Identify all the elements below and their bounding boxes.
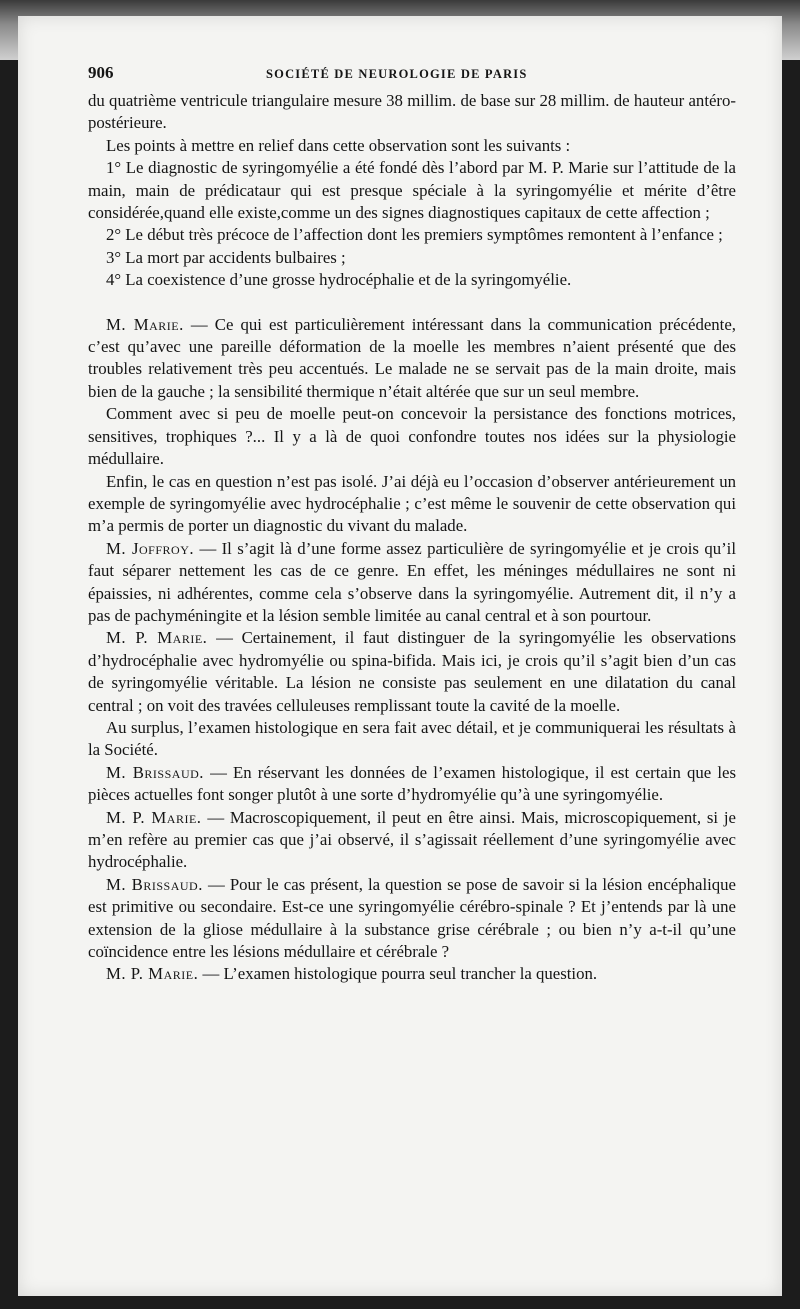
- remark-text: — En réservant les données de l’examen histologique, il est certain que les pièces actuelles font songer plutôt à une sorte d’hydromyélie qu’à une syringomyélie.: [88, 762, 736, 805]
- remark-text: — Certainement, il faut distinguer de la syringomyélie les observations d’hydrocéphalie avec hydromyélie ou spina-bifida. Mais ici, je crois qu’il s’agit bien d’un cas de syringomyélie véritable. La lésion ne consiste pas seulement en une dilatation du canal central ; on voit des travées celluleuses remplissant toute la cavité de la moelle.: [88, 628, 736, 715]
- remark-text: — Ce qui est particulièrement intéressant dans la communication précédente, c’est qu’avec une pareille déformation de la moelle les membres n’aient présenté que des troubles relativement très peu accentués. Le malade ne se servait pas de la main droite, mais bien de la gauche ; la sensibilité thermique n’était altérée que sur un seul membre.: [88, 314, 736, 401]
- discussion-paragraph: [88, 314, 736, 404]
- paragraph-point-3: 3° La mort par accidents bulbaires ;: [106, 247, 346, 267]
- paragraph-point-1: 1° Le diagnostic de syringomyélie a été fondé dès l’abord par M. P. Marie sur l’attitude de la main, main de prédicataur qui est presque spéciale à la syringomyélie et mérite d’être considérée,quand elle existe,comme un des signes diagnostiques capitaux de cette affection ;: [88, 158, 736, 223]
- speaker-name: M. Brissaud.: [106, 874, 203, 894]
- paragraph-summary-intro: Les points à mettre en relief dans cette observation sont les suivants :: [106, 135, 571, 155]
- remark-text: Comment avec si peu de moelle peut-on concevoir la persistance des fonctions motrices, sensitives, trophiques ?... Il y a là de quoi confondre toutes nos idées sur la physiologie médullaire.: [88, 404, 736, 469]
- speaker-name: M. P. Marie.: [106, 628, 208, 648]
- page-header: [88, 62, 736, 88]
- speaker-name: M. Marie.: [106, 314, 184, 334]
- discussion-paragraph: [88, 627, 736, 717]
- discussion-paragraph: [88, 963, 736, 985]
- discussion-paragraph: [88, 874, 736, 964]
- speaker-name: M. P. Marie.: [106, 964, 199, 984]
- remark-text: — Pour le cas présent, la question se pose de savoir si la lésion encéphalique est primitive ou secondaire. Est-ce une syringomyélie cérébro-spinale ? Et j’entends par là une extension de la gliose médullaire à la substance grise cérébrale ; ou bien n’y a-t-il qu’une coïncidence entre les lésions médullaire et cérébrale ?: [88, 874, 736, 962]
- speaker-name: M. Joffroy.: [106, 538, 195, 558]
- discussion-paragraph: [88, 403, 736, 470]
- speaker-name: M. Brissaud.: [106, 762, 204, 782]
- discussion-paragraph: [88, 807, 736, 874]
- paragraph-point-4: 4° La coexistence d’une grosse hydrocéphalie et de la syringomyélie.: [106, 270, 572, 290]
- discussion-paragraph: [88, 538, 736, 628]
- paragraph-continuation: du quatrième ventricule triangulaire mesure 38 millim. de base sur 28 millim. de hauteur antéro-postérieure.: [88, 91, 736, 133]
- remark-text: — L’examen histologique pourra seul trancher la question.: [202, 964, 598, 984]
- remark-text: Au surplus, l’examen histologique en sera fait avec détail, et je communiquerai les résultats à la Société.: [88, 717, 736, 760]
- running-head: SOCIÉTÉ DE NEUROLOGIE DE PARIS: [266, 67, 528, 81]
- remark-text: — Macroscopiquement, il peut en être ainsi. Mais, microscopiquement, si je m’en refère au premier cas que j’ai observé, il s’agissait réellement d’une syringomyélie avec hydrocéphalie.: [88, 807, 736, 872]
- discussion-paragraph: [88, 471, 736, 538]
- page-number: 906: [88, 63, 114, 82]
- remark-text: — Il s’agit là d’une forme assez particulière de syringomyélie et je crois qu’il faut séparer nettement les cas de ce genre. En effet, les méninges médullaires ne sont ni épaissies, ni adhérentes, comme cela s’observe dans la syringomyélie. Autrement dit, il n’y a pas de pachyméningite et la lésion semble limitée au canal central et à son pourtour.: [88, 538, 737, 625]
- remark-text: Enfin, le cas en question n’est pas isolé. J’ai déjà eu l’occasion d’observer antérieurement un exemple de syringomyélie avec hydrocéphalie ; c’est même le souvenir de cette observation qui m’a permis de porter un diagnostic du vivant du malade.: [88, 471, 736, 536]
- paragraph-point-2: 2° Le début très précoce de l’affection dont les premiers symptômes remontent à l’enfance ;: [106, 225, 723, 245]
- discussion-paragraph: [88, 717, 736, 762]
- speaker-name: M. P. Marie.: [106, 807, 202, 827]
- discussion-paragraph: [88, 762, 736, 807]
- page-content: [88, 62, 736, 986]
